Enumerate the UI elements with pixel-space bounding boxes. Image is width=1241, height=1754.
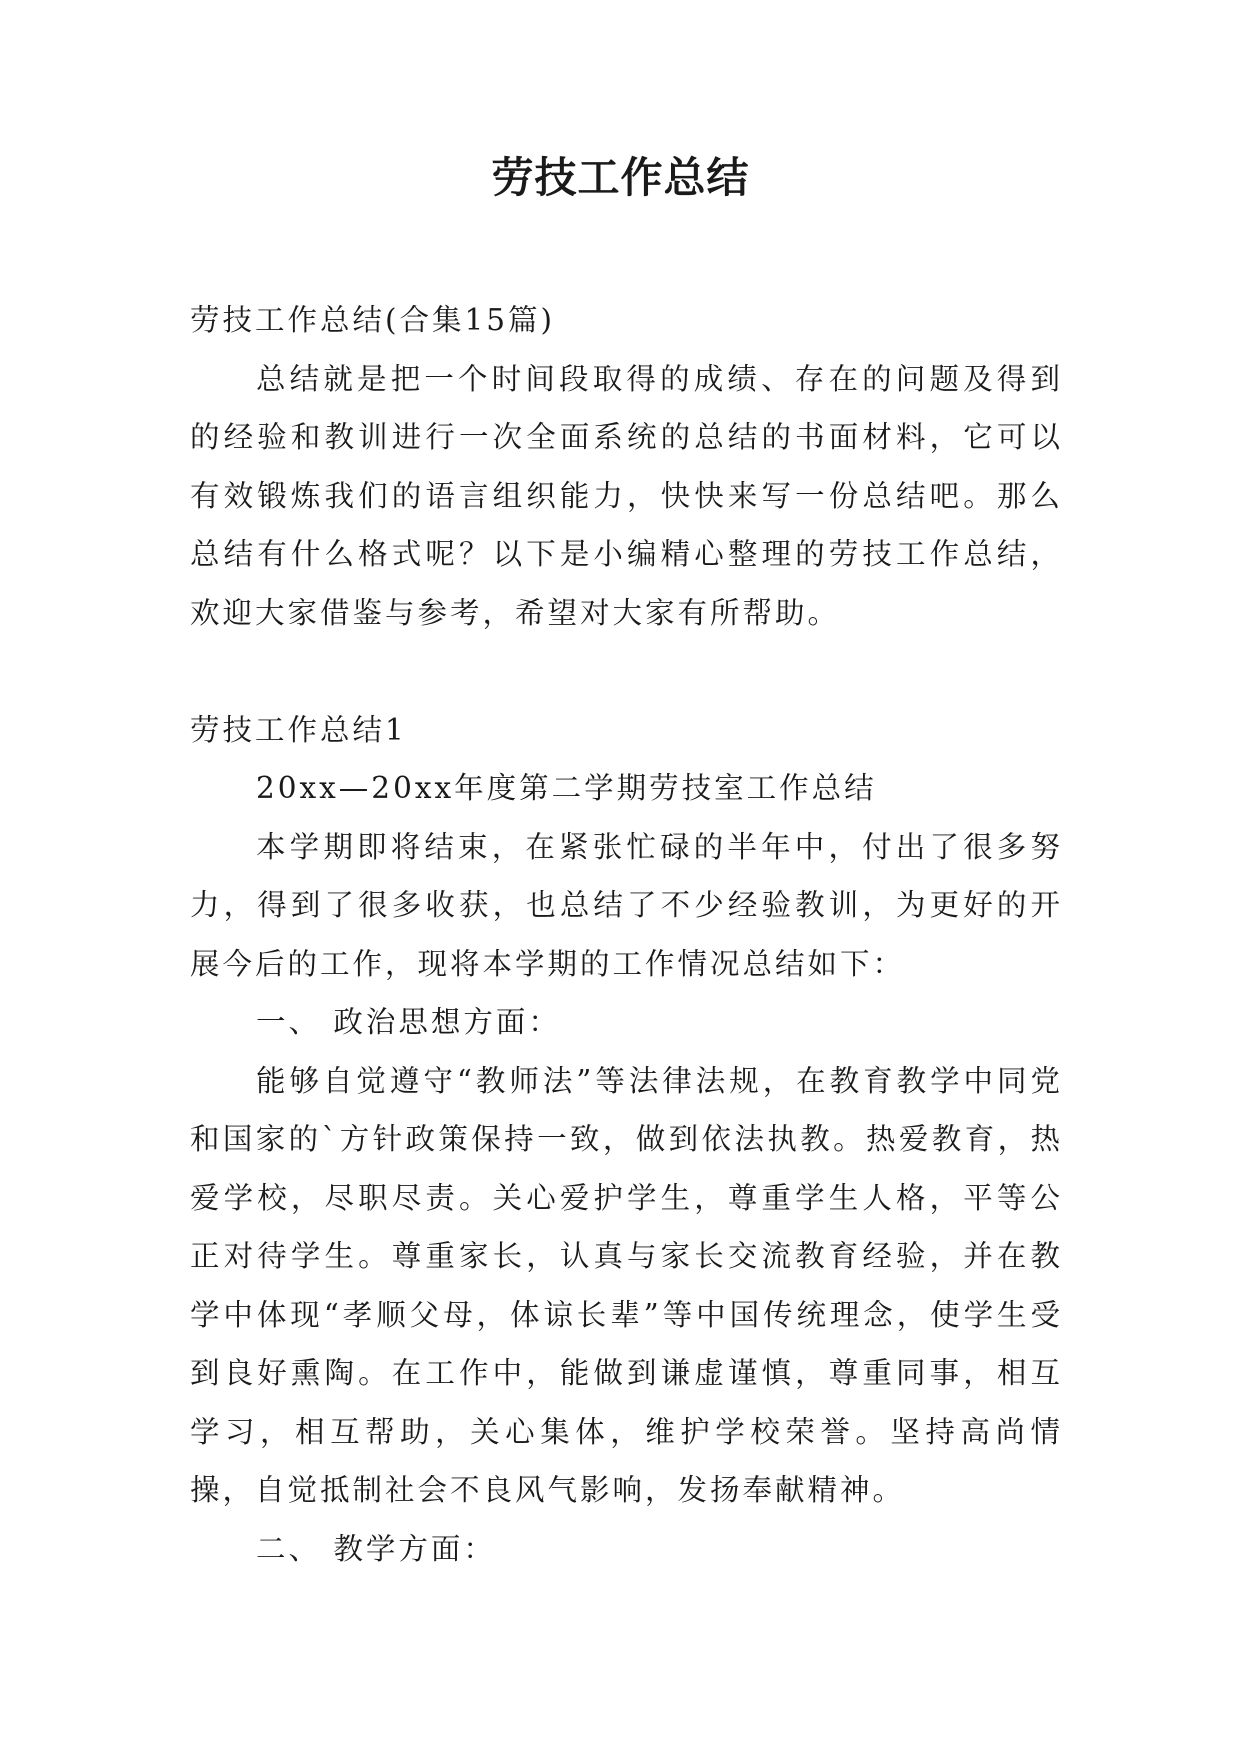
part-two-heading: 二、 教学方面：: [256, 1531, 496, 1566]
document-body: [190, 291, 1063, 1578]
section-heading: 劳技工作总结1: [190, 712, 407, 747]
paragraph-spacer: [190, 642, 1063, 701]
document-title: 劳技工作总结: [491, 153, 750, 202]
report-title: 20xx—20xx年度第二学期劳技室工作总结: [256, 771, 877, 805]
part-one-paragraph: 能够自觉遵守“教师法”等法律法规，在教育教学中同党和国家的`方针政策保持一致，做到依法执教。热爱教育，热爱学校，尽职尽责。关心爱护学生，尊重学生人格，平等公正对待学生。尊重家长，认真与家长交流教育经验，并在教学中体现“孝顺父母，体谅长辈”等中国传统理念，使学生受到良好熏陶。在工作中，能做到谦虚谨慎，尊重同事，相互学习，相互帮助，关心集体，维护学校荣誉。坚持高尚情操，自觉抵制社会不良风气影响，发扬奉献精神。: [190, 1063, 1063, 1507]
opening-paragraph: 本学期即将结束，在紧张忙碌的半年中，付出了很多努力，得到了很多收获，也总结了不少经验教训，为更好的开展今后的工作，现将本学期的工作情况总结如下：: [190, 829, 1063, 981]
document-subtitle: 劳技工作总结(合集15篇): [190, 303, 556, 337]
part-one-heading: 一、 政治思想方面：: [256, 1005, 561, 1039]
intro-paragraph: 总结就是把一个时间段取得的成绩、存在的问题及得到的经验和教训进行一次全面系统的总结的书面材料，它可以有效锻炼我们的语言组织能力，快快来写一份总结吧。那么总结有什么格式呢？以下是小编精心整理的劳技工作总结，欢迎大家借鉴与参考，希望对大家有所帮助。: [190, 361, 1063, 630]
